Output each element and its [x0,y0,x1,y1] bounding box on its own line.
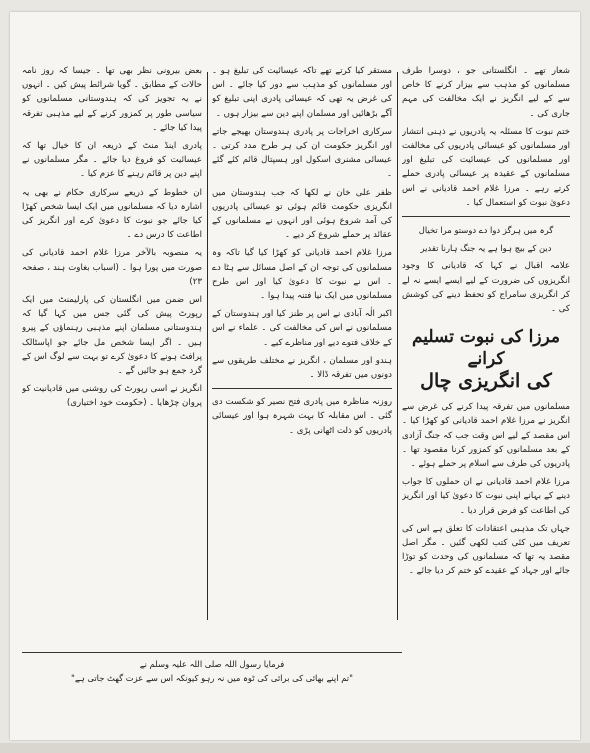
footer-line: "تم اپنے بھائی کی برائی کی ٹوہ میں نہ رہو کیونکہ اس سے عزت گھٹ جاتی ہے" [71,673,353,683]
column-divider [207,72,208,620]
paragraph: شعار تھے ۔ انگلستانی جو ، دوسرا طرف مسلمانوں کو مذہب سے بیزار کرنے کا خاص سے کے لیے انگریز نے ایک مخالفت کی مہم جاری کی ۔ [402,66,570,119]
paragraph: پادری اینڈ منٹ کے ذریعہ ان کا خیال تھا کہ عیسائیت کو فروغ دیا جائے ۔ مگر مسلمانوں نے اپنے دین پر قائم رہنے کا عزم کیا ۔ [22,141,202,180]
middle-column [212,64,392,722]
left-column [22,64,202,722]
paragraph: ان خطوط کے ذریعے سرکاری حکام نے بھی یہ اشارہ دیا کہ مسلمانوں میں ایک ایسا شخص کھڑا کیا جائے جو نبوت کا دعویٰ کرے اور انگریز کی اطاعت کا درس دے ۔ [22,187,202,241]
column-divider [397,72,398,620]
paragraph: روزنہ مناظرہ میں پادری فتح نصیر کو شکست دی گئی ۔ اس مقابلہ کا بہت شہرہ ہوا اور عیسائی پادریوں کو ذلت اٹھانی پڑی ۔ [212,397,392,436]
right-column [402,64,570,722]
paragraph: مرزا غلام احمد قادیانی نے ان حملوں کا جواب دینے کے بہانے اپنی نبوت کا دعویٰ کیا اور انگریز کی اطاعت کو فرض قرار دیا ۔ [402,477,570,516]
paragraph: مرزا غلام احمد قادیانی کو کھڑا کیا گیا تاکہ وہ مسلمانوں کی توجہ ان کے اصل مسائل سے ہٹا دے ۔ اس نے نبوت کا دعویٰ کیا اور اس طرح مسلمانوں میں ایک نیا فتنہ پیدا ہوا ۔ [212,248,392,302]
paragraph: بعض بیرونی نظر بھی تھا ۔ جیسا کہ روز نامہ حالات کے مطابق ۔ گویا شرائط پیش کیں ۔ انہوں نے یہ تجویز کی کہ ہندوستانی مسلمانوں کو سیاسی طور پر کمزور کرنے کے لیے مذہبی تفرقہ پیدا کیا جائے ۔ [22,66,202,133]
paragraph: ختم نبوت کا مسئلہ یہ پادریوں نے ذہنی انتشار اور مسلمانوں کو عیسائی پادریوں کی مخالفت اور مسلمانوں کی عیسائیت کی تبلیغ اور مسلمانوں کے عقیدہ پر عیسائی پادری حملے کرتے رہے ۔ مرزا غلام احمد قادیانی نے اس دعویٰ نبوت کو استعمال کیا ۔ [402,126,570,208]
poem-line: گرہ میں ہرگز دوا دے دوستو مرا تخیال [418,225,554,236]
page-edge [0,743,590,753]
paragraph: سرکاری اخراجات پر پادری ہندوستان بھیجے جاتے اور انگریز حکومت ان کی ہر طرح مدد کرتی ۔ عیسائی مشنری اسکول اور ہسپتال قائم کئے گئے ۔ [212,126,392,180]
headline-line-1: مرزا کی نبوت تسلیم کرانے [411,327,561,370]
article-headline [402,326,570,392]
paragraph: اس ضمن میں انگلستان کی پارلیمنٹ میں ایک رپورٹ پیش کی گئی جس میں کہا گیا کہ ہندوستانی مسلمان اپنے مذہبی رہنماؤں کے پیرو ہیں ۔ اگر ایسا شخص مل جائے جو اپاسٹالک پرافٹ ہونے کا دعویٰ کرے تو بہت سے لوگ اس کے گرد جمع ہو جائیں گے ۔ [22,295,202,377]
paragraph: انگریز نے اسی رپورٹ کی روشنی میں قادیانیت کو پروان چڑھایا ۔ (حکومت خود اختیاری) [22,384,202,409]
paragraph: جہاں تک مذہبی اعتقادات کا تعلق ہے اس کی تعریف میں کئی کتب لکھی گئیں ۔ مگر اصل مقصد یہ تھا کہ مسلمانوں کی وحدت کو توڑا جائے اور جہاد کے عقیدے کو ختم کر دیا جائے ۔ [402,523,570,577]
paragraph: یہ منصوبہ بالآخر مرزا غلام احمد قادیانی کی صورت میں پورا ہوا ۔ (اسباب بغاوت ہند ، صفحہ ۲۳) [22,248,202,287]
divider [402,216,570,217]
paragraph: اکبر الٰہ آبادی نے اس پر طنز کیا اور ہندوستان کے مسلمانوں نے اس کی مخالفت کی ۔ علماء نے اس کے خلاف فتوے دیے اور مناظرے کیے ۔ [212,309,392,348]
poem-line: دین کے بیچ ہوا ہے یہ جنگ ہارنا تقدیر [420,243,552,254]
newspaper-page [10,12,580,740]
paragraph: مستقر کیا کرتے تھے تاکہ عیسائیت کی تبلیغ ہو ۔ اور مسلمانوں کو مذہب سے دور کیا جائے ۔ اس کی غرض یہ تھی کہ عیسائی پادری اپنی تبلیغ کو آگے بڑھائیں اور مسلمان اپنے دین سے بیزار ہوں ۔ [212,66,392,119]
hadith-footer [22,652,402,685]
paragraph: مسلمانوں میں تفرقہ پیدا کرنے کی غرض سے انگریز نے مرزا غلام احمد قادیانی کو کھڑا کیا ۔ اس مقصد کے لیے اس وقت جب کہ جنگ آزادی کے بعد مسلمانوں کو کمزور کرنا مقصود تھا ۔ پادریوں کی طرف سے اسلام پر حملے ہوئے ۔ [402,402,570,470]
divider [212,388,392,389]
paragraph: علامہ اقبال نے کہا کہ قادیانی کا وجود انگریزوں کی ضرورت کے لیے ایسے ایسے نہ لے کر انگریزی سامراج کو تحفظ دینے کی کوشش کی ۔ [402,261,570,315]
footer-line: فرمایا رسول اللہ صلی اللہ علیہ وسلم نے [139,659,285,669]
paragraph: ظفر علی خان نے لکھا کہ جب ہندوستان میں انگریزی حکومت قائم ہوئی تو عیسائی پادریوں کی آمد شروع ہوئی اور انہوں نے مسلمانوں کے عقائد پر حملے شروع کر دیے ۔ [212,187,392,241]
headline-line-2: کی انگریزی چال [420,370,552,393]
paragraph: ہندو اور مسلمان ، انگریز نے مختلف طریقوں سے دونوں میں تفرقہ ڈالا ۔ [212,355,392,381]
